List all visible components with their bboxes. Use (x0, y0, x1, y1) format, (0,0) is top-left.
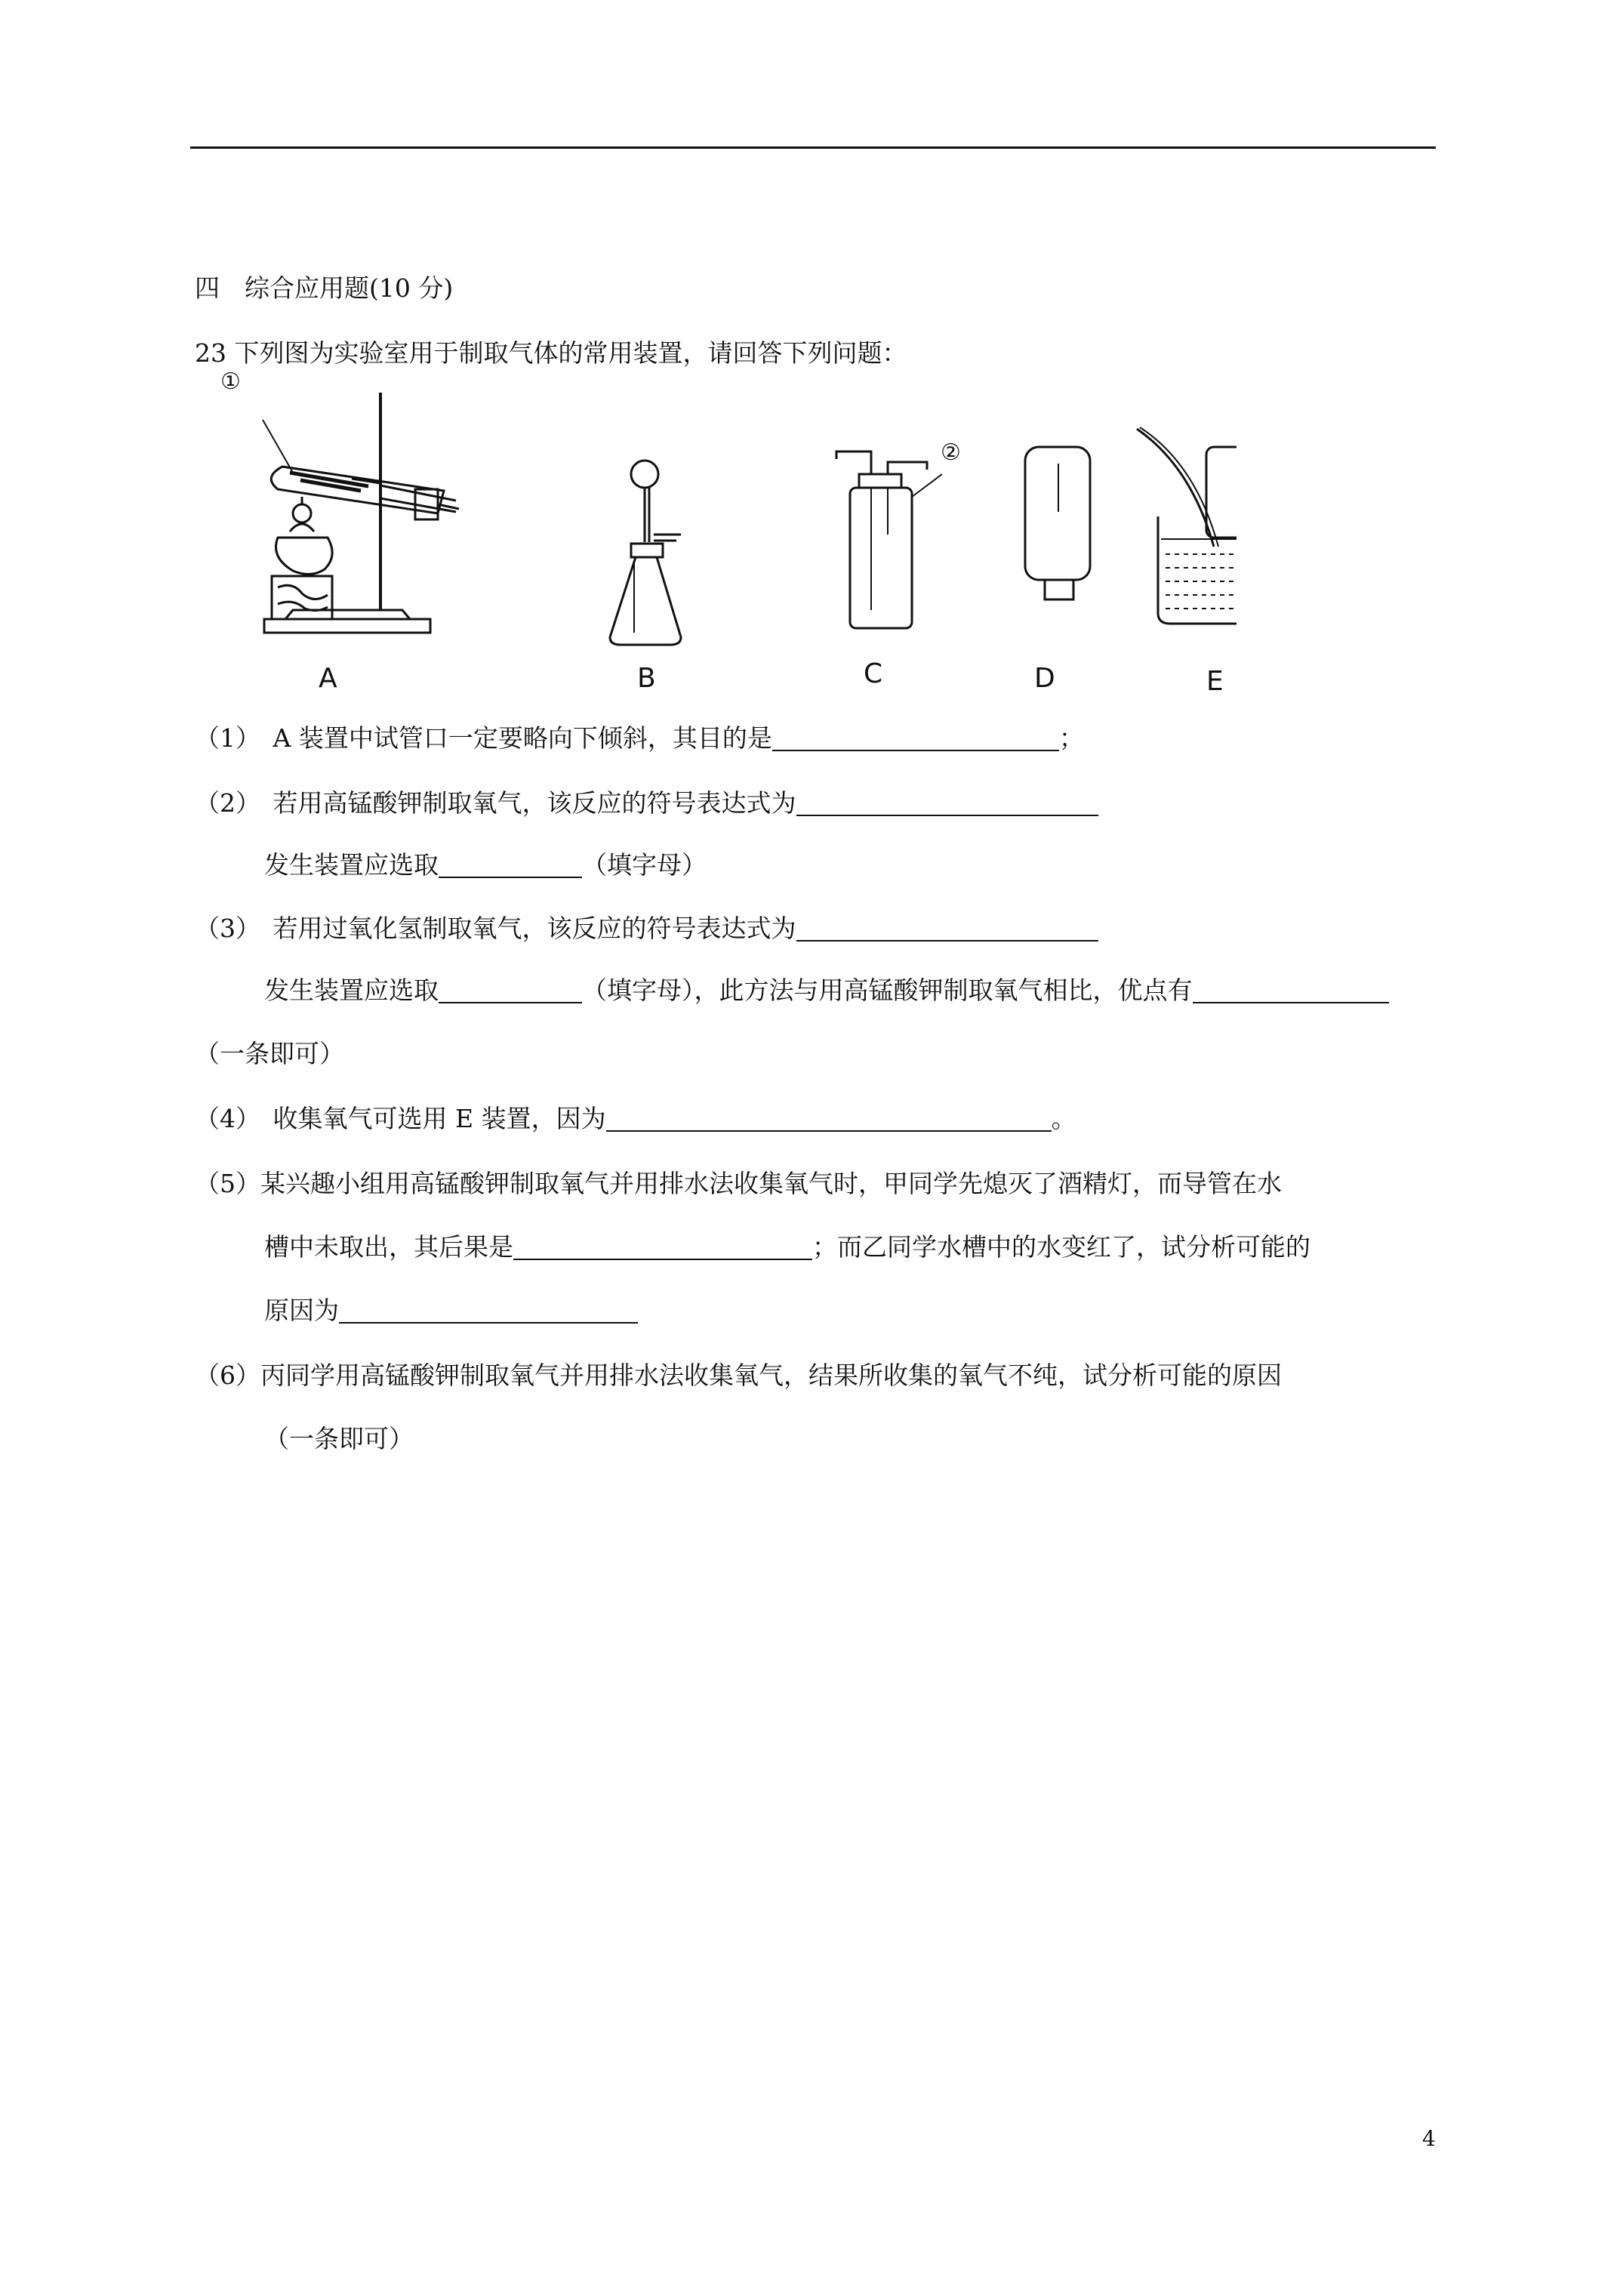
apparatus-d-drawing (1025, 447, 1090, 599)
item-5-red-water-text: ；而乙同学水槽中的水变红了，试分析可能的 (812, 1232, 1310, 1262)
label-d: D (1034, 663, 1055, 694)
item-5-reason-text: 原因为 (264, 1296, 339, 1325)
page-number: 4 (1422, 2126, 1436, 2151)
answer-blank-2-equation[interactable] (796, 789, 1098, 816)
item-1 (195, 722, 1084, 755)
item-5-consequence (264, 1231, 1310, 1264)
apparatus-a-drawing (263, 393, 459, 633)
apparatus-figure (217, 368, 1236, 701)
item-5-consequence-text: 槽中未取出，其后果是 (264, 1232, 513, 1262)
item-5: （5）某兴趣小组用高锰酸钾制取氧气并用排水法收集氧气时，甲同学先熄灭了酒精灯，而导管在水 (195, 1169, 1282, 1198)
marker-2: ② (941, 439, 961, 466)
item-3 (195, 912, 1098, 945)
section-title: 四 综合应用题(10 分) (195, 273, 454, 303)
item-1-text: （1） A 装置中试管口一定要略向下倾斜，其目的是 (195, 723, 772, 753)
item-2-device (264, 849, 707, 882)
answer-blank-1[interactable] (772, 724, 1059, 751)
apparatus-c-drawing (836, 451, 942, 628)
answer-blank-5-reason[interactable] (339, 1296, 638, 1324)
answer-blank-2-device[interactable] (439, 851, 582, 878)
item-1-end: ； (1058, 723, 1084, 753)
item-3-device-text: 发生装置应选取 (264, 975, 439, 1005)
item-3-note: （一条即可） (195, 1039, 344, 1068)
item-4 (195, 1102, 1076, 1136)
item-3-text: （3） 若用过氧化氢制取氧气，该反应的符号表达式为 (195, 914, 796, 943)
header-rule (190, 146, 1436, 149)
answer-blank-3-equation[interactable] (796, 914, 1098, 942)
answer-blank-4[interactable] (606, 1105, 1052, 1132)
marker-1: ① (220, 368, 241, 395)
apparatus-e-drawing (1137, 427, 1236, 624)
item-2-text: （2） 若用高锰酸钾制取氧气，该反应的符号表达式为 (195, 788, 796, 818)
label-e: E (1206, 666, 1224, 697)
item-4-end: 。 (1051, 1104, 1076, 1133)
item-5-reason (264, 1294, 638, 1327)
item-2 (195, 787, 1098, 820)
label-b: B (637, 663, 656, 694)
item-3-device (264, 974, 1389, 1007)
item-4-text: （4） 收集氧气可选用 E 装置，因为 (195, 1104, 606, 1133)
apparatus-drawing (217, 384, 1236, 701)
item-6-note: （一条即可） (264, 1424, 414, 1453)
apparatus-b-drawing (610, 461, 681, 645)
question-intro: 23 下列图为实验室用于制取气体的常用装置，请回答下列问题： (195, 338, 907, 368)
item-2-device-text: 发生装置应选取 (264, 850, 439, 880)
item-3-device-hint: （填字母），此方法与用高锰酸钾制取氧气相比，优点有 (582, 975, 1193, 1005)
answer-blank-5-consequence[interactable] (513, 1233, 812, 1260)
item-2-device-hint: （填字母） (582, 850, 707, 880)
answer-blank-3-advantage[interactable] (1193, 976, 1389, 1003)
label-a: A (319, 663, 337, 694)
item-6: （6）丙同学用高锰酸钾制取氧气并用排水法收集氧气，结果所收集的氧气不纯，试分析可能的原因 (195, 1361, 1282, 1390)
label-c: C (864, 658, 883, 689)
answer-blank-3-device[interactable] (439, 976, 582, 1003)
